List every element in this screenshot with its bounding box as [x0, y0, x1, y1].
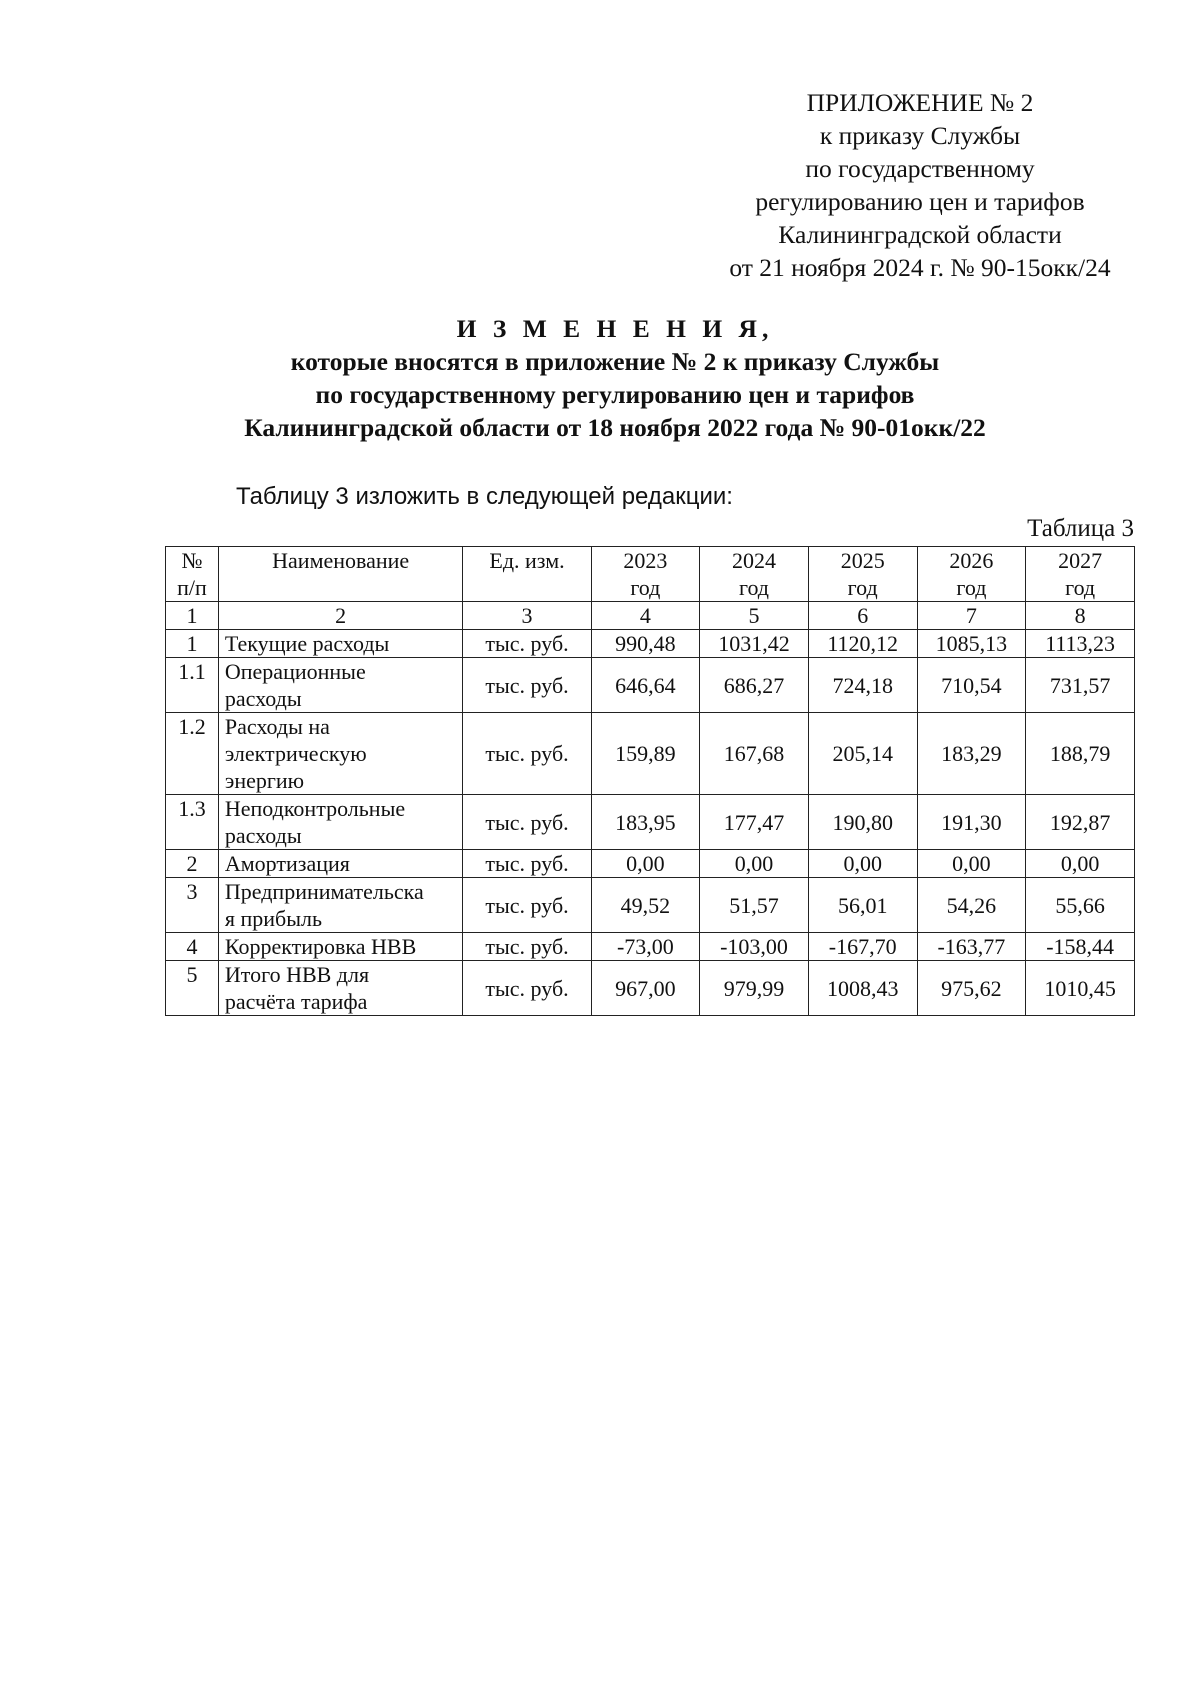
- column-index: 3: [463, 602, 591, 630]
- row-value: 731,57: [1026, 658, 1135, 713]
- appendix-line: Калининградской области: [778, 220, 1062, 249]
- column-index: 8: [1026, 602, 1135, 630]
- row-name-line: расчёта тарифа: [224, 989, 368, 1014]
- row-unit: тыс. руб.: [463, 878, 591, 933]
- row-unit: тыс. руб.: [463, 630, 591, 658]
- heading-line: Калининградской области от 18 ноября 2022 года № 90-01окк/22: [244, 413, 986, 442]
- column-index: 4: [591, 602, 700, 630]
- row-name-line: Итого НВВ для: [224, 962, 370, 987]
- row-value: 192,87: [1026, 795, 1135, 850]
- row-value: -167,70: [808, 933, 917, 961]
- row-value: 190,80: [808, 795, 917, 850]
- row-unit: тыс. руб.: [463, 850, 591, 878]
- row-name-line: расходы: [224, 686, 302, 711]
- row-value: 1008,43: [808, 961, 917, 1016]
- row-number: 1.1: [166, 658, 219, 713]
- row-unit: тыс. руб.: [463, 933, 591, 961]
- row-value: 188,79: [1026, 713, 1135, 795]
- header-year: 2026 год: [917, 547, 1026, 602]
- row-name-line: расходы: [224, 823, 302, 848]
- row-value: 183,95: [591, 795, 700, 850]
- table-row: [166, 850, 1135, 878]
- row-number: 4: [166, 933, 219, 961]
- header-num: № п/п: [166, 547, 219, 602]
- header-year: 2027 год: [1026, 547, 1135, 602]
- row-name: [218, 630, 463, 658]
- row-name: [218, 878, 463, 933]
- row-name: [218, 961, 463, 1016]
- row-value: 56,01: [808, 878, 917, 933]
- row-value: 710,54: [917, 658, 1026, 713]
- row-name-line: Амортизация: [224, 851, 350, 876]
- row-value: 646,64: [591, 658, 700, 713]
- row-name-line: Операционные: [224, 659, 366, 684]
- row-number: 5: [166, 961, 219, 1016]
- row-value: 979,99: [700, 961, 809, 1016]
- row-name: [218, 795, 463, 850]
- column-index: 7: [917, 602, 1026, 630]
- row-value: 0,00: [700, 850, 809, 878]
- row-value: -73,00: [591, 933, 700, 961]
- document-heading: [165, 312, 1065, 444]
- table-caption: Таблица 3: [1027, 515, 1134, 542]
- row-name-line: Текущие расходы: [224, 631, 390, 656]
- column-index: 6: [808, 602, 917, 630]
- table-row: [166, 878, 1135, 933]
- table-header-row: [166, 547, 1135, 602]
- intro-text: Таблицу 3 изложить в следующей редакции:: [236, 483, 733, 510]
- row-value: 51,57: [700, 878, 809, 933]
- row-name: [218, 713, 463, 795]
- row-value: 967,00: [591, 961, 700, 1016]
- row-value: 686,27: [700, 658, 809, 713]
- row-name-line: электрическую: [224, 741, 367, 766]
- row-value: 191,30: [917, 795, 1026, 850]
- header-name: Наименование: [218, 547, 463, 602]
- header-year: 2024 год: [700, 547, 809, 602]
- row-value: 1010,45: [1026, 961, 1135, 1016]
- row-value: 183,29: [917, 713, 1026, 795]
- row-value: 177,47: [700, 795, 809, 850]
- table-row: [166, 630, 1135, 658]
- row-value: 49,52: [591, 878, 700, 933]
- heading-line: по государственному регулированию цен и тарифов: [315, 380, 915, 409]
- header-year: 2025 год: [808, 547, 917, 602]
- row-unit: тыс. руб.: [463, 961, 591, 1016]
- appendix-line: регулированию цен и тарифов: [755, 187, 1085, 216]
- row-name-line: энергию: [224, 768, 305, 793]
- row-value: 205,14: [808, 713, 917, 795]
- row-number: 2: [166, 850, 219, 878]
- row-name-line: я прибыль: [224, 906, 323, 931]
- row-number: 1.3: [166, 795, 219, 850]
- row-name: [218, 850, 463, 878]
- row-value: 1085,13: [917, 630, 1026, 658]
- row-name-line: Расходы на: [224, 714, 330, 739]
- row-value: 975,62: [917, 961, 1026, 1016]
- row-value: -163,77: [917, 933, 1026, 961]
- row-value: 167,68: [700, 713, 809, 795]
- row-value: 54,26: [917, 878, 1026, 933]
- header-unit: Ед. изм.: [463, 547, 591, 602]
- appendix-line: ПРИЛОЖЕНИЕ № 2: [806, 88, 1034, 117]
- row-value: 1031,42: [700, 630, 809, 658]
- row-number: 1.2: [166, 713, 219, 795]
- table-row: [166, 795, 1135, 850]
- row-name-line: Неподконтрольные: [224, 796, 406, 821]
- column-index: 2: [218, 602, 463, 630]
- table-row: [166, 961, 1135, 1016]
- row-number: 1: [166, 630, 219, 658]
- heading-line: которые вносятся в приложение № 2 к приказу Службы: [290, 347, 940, 376]
- row-value: 0,00: [591, 850, 700, 878]
- heading-title: И З М Е Н Е Н И Я,: [456, 314, 774, 343]
- row-value: 0,00: [808, 850, 917, 878]
- row-unit: тыс. руб.: [463, 658, 591, 713]
- table-row: [166, 933, 1135, 961]
- header-year: 2023 год: [591, 547, 700, 602]
- row-value: -103,00: [700, 933, 809, 961]
- appendix-line: по государственному: [805, 154, 1035, 183]
- row-value: 1113,23: [1026, 630, 1135, 658]
- row-name: [218, 933, 463, 961]
- data-table: [165, 546, 1135, 1016]
- row-unit: тыс. руб.: [463, 795, 591, 850]
- row-name-line: Корректировка НВВ: [224, 934, 417, 959]
- row-value: 1120,12: [808, 630, 917, 658]
- table-row: [166, 713, 1135, 795]
- row-number: 3: [166, 878, 219, 933]
- row-value: 0,00: [1026, 850, 1135, 878]
- row-value: 990,48: [591, 630, 700, 658]
- row-value: -158,44: [1026, 933, 1135, 961]
- row-name-line: Предпринимательска: [224, 879, 424, 904]
- column-index: 1: [166, 602, 219, 630]
- appendix-line: от 21 ноября 2024 г. № 90-15окк/24: [729, 253, 1111, 282]
- appendix-line: к приказу Службы: [819, 121, 1021, 150]
- table-body: [166, 602, 1135, 1016]
- table-row: [166, 658, 1135, 713]
- appendix-block: [700, 86, 1140, 284]
- column-index: 5: [700, 602, 809, 630]
- row-value: 55,66: [1026, 878, 1135, 933]
- column-index-row: [166, 602, 1135, 630]
- row-name: [218, 658, 463, 713]
- row-value: 724,18: [808, 658, 917, 713]
- row-unit: тыс. руб.: [463, 713, 591, 795]
- row-value: 0,00: [917, 850, 1026, 878]
- row-value: 159,89: [591, 713, 700, 795]
